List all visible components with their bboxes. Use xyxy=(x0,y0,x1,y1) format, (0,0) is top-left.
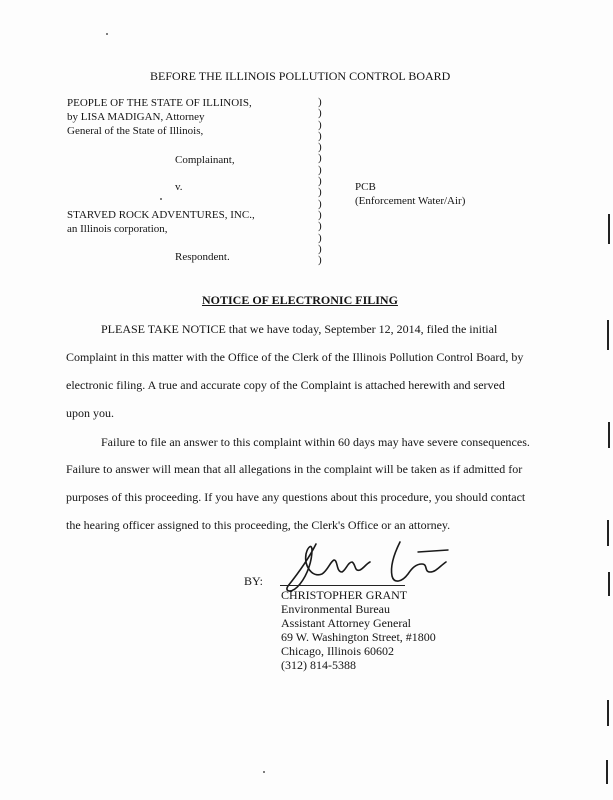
court-title: BEFORE THE ILLINOIS POLLUTION CONTROL BOARD xyxy=(150,69,451,83)
scan-speck xyxy=(160,198,162,200)
paren: ) xyxy=(318,107,322,120)
case-detail: (Enforcement Water/Air) xyxy=(355,195,466,207)
paren: ) xyxy=(318,163,322,176)
paren: ) xyxy=(318,152,322,165)
notice-paragraph-1-line: PLEASE TAKE NOTICE that we have today, September 12, 2014, filed the initial xyxy=(101,322,498,336)
paren: ) xyxy=(318,254,322,267)
scan-speck xyxy=(263,771,265,773)
paren: ) xyxy=(318,220,322,233)
signer-detail: (312) 814-5388 xyxy=(281,658,356,672)
scan-edge-mark xyxy=(608,214,610,244)
scan-edge-mark xyxy=(608,572,610,596)
paren: ) xyxy=(318,141,322,154)
paren: ) xyxy=(318,96,322,108)
notice-paragraph-2-line: purposes of this proceeding. If you have any questions about this procedure, you should contact xyxy=(66,490,526,504)
caption-parentheses xyxy=(318,97,328,266)
by-label: BY: xyxy=(244,574,263,588)
paren: ) xyxy=(318,208,322,221)
scan-edge-mark xyxy=(607,700,609,726)
paren: ) xyxy=(318,175,322,188)
case-type: PCB xyxy=(355,181,376,193)
signer-detail: Chicago, Illinois 60602 xyxy=(281,644,394,658)
plaintiff-name: PEOPLE OF THE STATE OF ILLINOIS, xyxy=(67,97,252,109)
signer-name: CHRISTOPHER GRANT xyxy=(281,588,408,602)
notice-heading: NOTICE OF ELECTRONIC FILING xyxy=(202,293,398,307)
notice-paragraph-1-line: electronic filing. A true and accurate copy of the Complaint is attached herewith and served xyxy=(66,378,505,392)
plaintiff-counsel-title: General of the State of Illinois, xyxy=(67,125,204,137)
signer-detail: Environmental Bureau xyxy=(281,602,390,616)
notice-paragraph-2-line: Failure to file an answer to this complaint within 60 days may have severe consequences. xyxy=(101,435,530,449)
scan-edge-mark xyxy=(608,422,610,448)
plaintiff-role: Complainant, xyxy=(175,154,235,166)
paren: ) xyxy=(318,129,322,142)
paren: ) xyxy=(318,242,322,255)
notice-paragraph-1-line: upon you. xyxy=(66,406,114,420)
scan-edge-mark xyxy=(607,320,609,350)
defendant-name: STARVED ROCK ADVENTURES, INC., xyxy=(67,209,255,221)
signature-line xyxy=(280,585,405,586)
signer-detail: Assistant Attorney General xyxy=(281,616,411,630)
notice-paragraph-2-line: Failure to answer will mean that all allegations in the complaint will be taken as if admitted for xyxy=(66,462,523,476)
signer-detail: 69 W. Washington Street, #1800 xyxy=(281,630,436,644)
scan-edge-mark xyxy=(606,760,608,784)
notice-paragraph-1-line: Complaint in this matter with the Office of the Clerk of the Illinois Pollution Control Board, by xyxy=(66,350,524,364)
paren: ) xyxy=(318,197,322,210)
notice-paragraph-2-line: the hearing officer assigned to this proceeding, the Clerk's Office or an attorney. xyxy=(66,518,451,532)
versus: v. xyxy=(175,181,183,193)
scan-speck xyxy=(106,33,108,35)
defendant-description: an Illinois corporation, xyxy=(67,223,168,235)
paren: ) xyxy=(318,118,322,131)
plaintiff-counsel: by LISA MADIGAN, Attorney xyxy=(67,111,205,123)
scan-edge-mark xyxy=(607,520,609,546)
defendant-role: Respondent. xyxy=(175,251,230,263)
paren: ) xyxy=(318,186,322,199)
paren: ) xyxy=(318,231,322,244)
